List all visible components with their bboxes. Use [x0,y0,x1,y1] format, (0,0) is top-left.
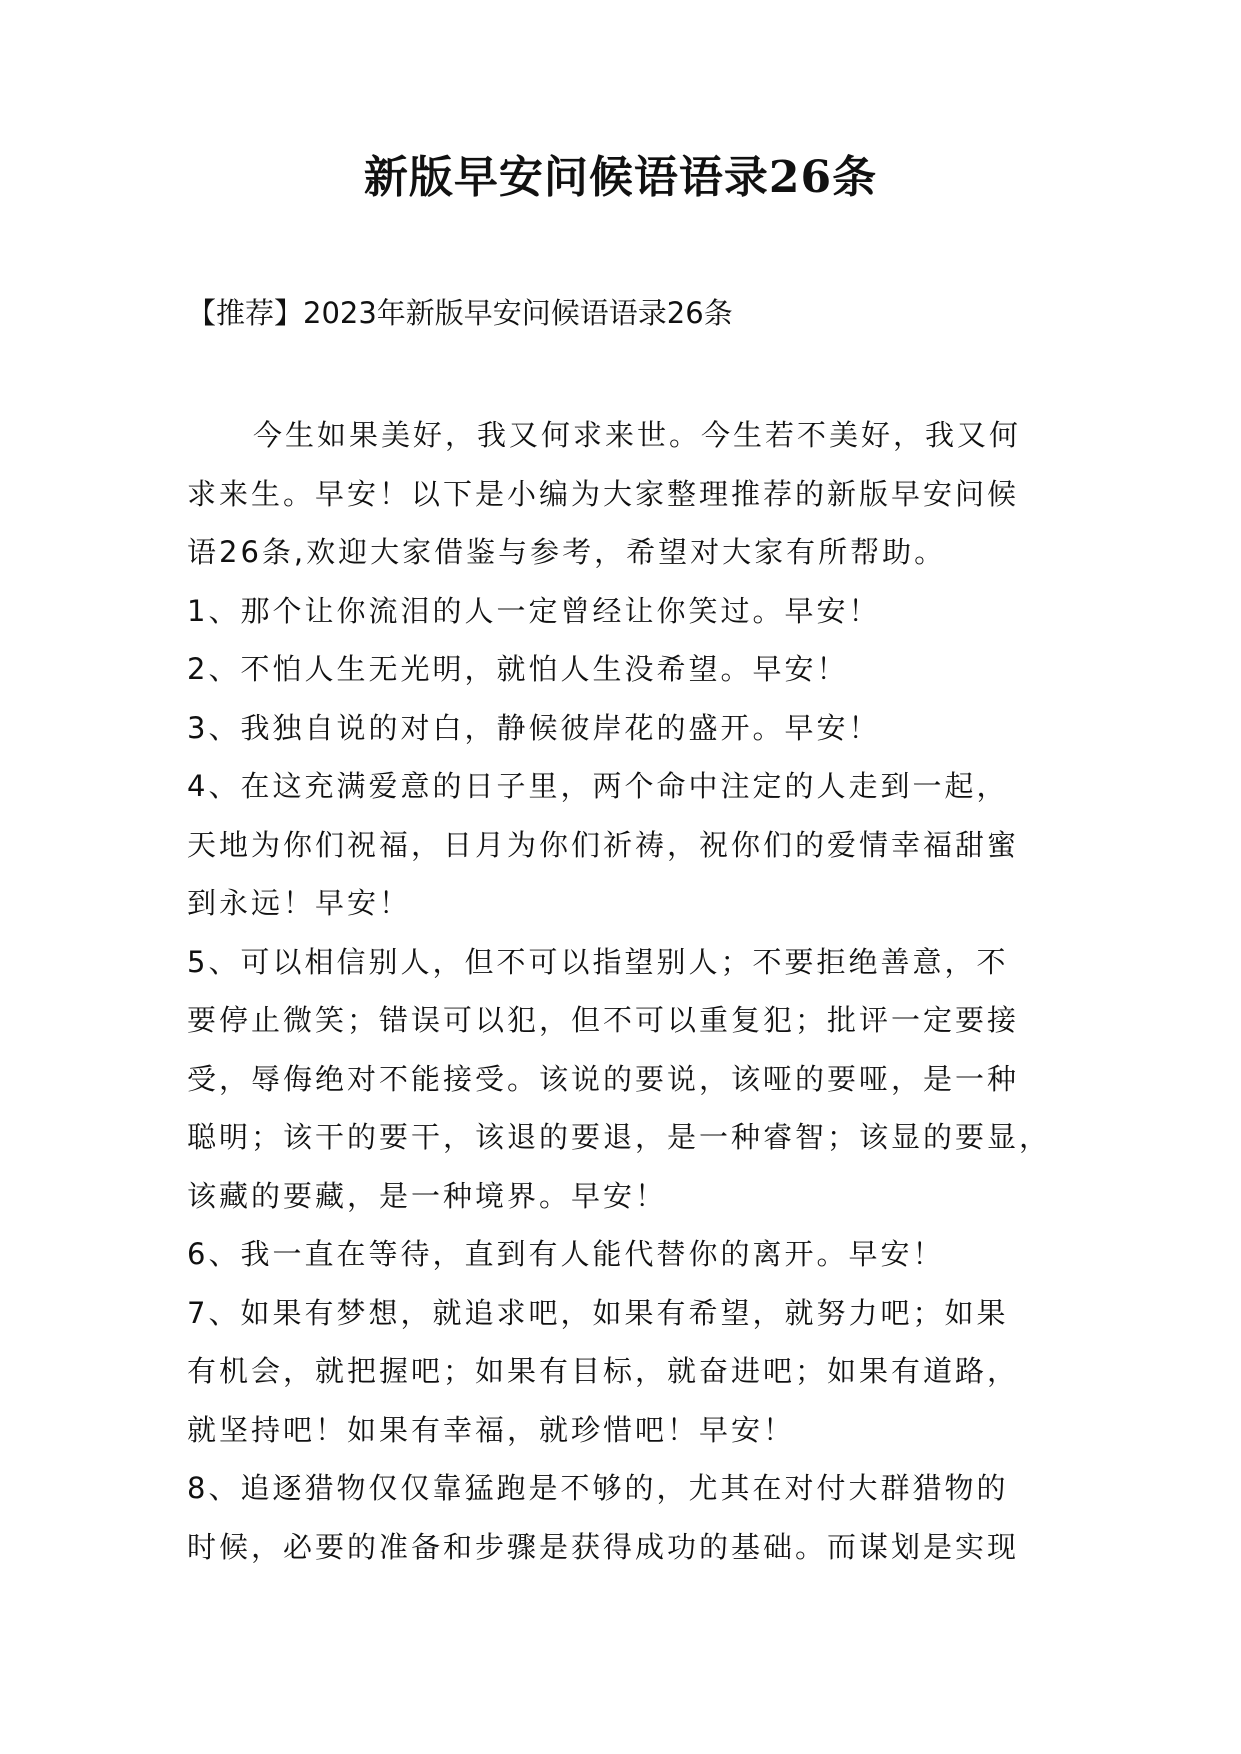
body-line: 受，辱侮绝对不能接受。该说的要说，该哑的要哑，是一种 [187,1061,1020,1096]
body-line: 聪明；该干的要干，该退的要退，是一种睿智；该显的要显， [187,1120,1052,1154]
body-line: 8、追逐猎物仅仅靠猛跑是不够的，尤其在对付大群猎物的 [187,1471,1009,1505]
body-line: 1、那个让你流泪的人一定曾经让你笑过。早安！ [187,593,881,628]
body-line: 到永远！早安！ [187,886,412,920]
body-line: 7、如果有梦想，就追求吧，如果有希望，就努力吧；如果 [187,1295,1009,1330]
document-body [187,406,1067,1576]
body-line: 求来生。早安！以下是小编为大家整理推荐的新版早安问候 [187,476,1020,511]
recommend-line: 【推荐】2023年新版早安问候语语录26条 [187,296,733,330]
body-line: 5、可以相信别人，但不可以指望别人；不要拒绝善意，不 [187,944,1009,979]
body-line: 6、我一直在等待，直到有人能代替你的离开。早安！ [187,1237,945,1271]
body-line: 时候，必要的准备和步骤是获得成功的基础。而谋划是实现 [187,1529,1020,1564]
body-line: 天地为你们祝福，日月为你们祈祷，祝你们的爱情幸福甜蜜 [187,827,1020,862]
document-title: 新版早安问候语语录26条 [363,152,878,203]
body-line: 今生如果美好，我又何求来世。今生若不美好，我又何 [253,418,1022,452]
body-line: 就坚持吧！如果有幸福，就珍惜吧！早安！ [187,1412,796,1447]
body-line: 要停止微笑；错误可以犯，但不可以重复犯；批评一定要接 [187,1003,1020,1037]
body-line: 有机会，就把握吧；如果有目标，就奋进吧；如果有道路， [187,1354,1020,1388]
body-line: 3、我独自说的对白，静候彼岸花的盛开。早安！ [187,710,881,745]
body-line: 2、不怕人生无光明，就怕人生没希望。早安！ [187,652,849,686]
body-line: 4、在这充满爱意的日子里，两个命中注定的人走到一起， [187,769,1009,803]
body-line: 该藏的要藏，是一种境界。早安！ [187,1178,668,1213]
body-line: 语26条,欢迎大家借鉴与参考，希望对大家有所帮助。 [187,535,947,569]
